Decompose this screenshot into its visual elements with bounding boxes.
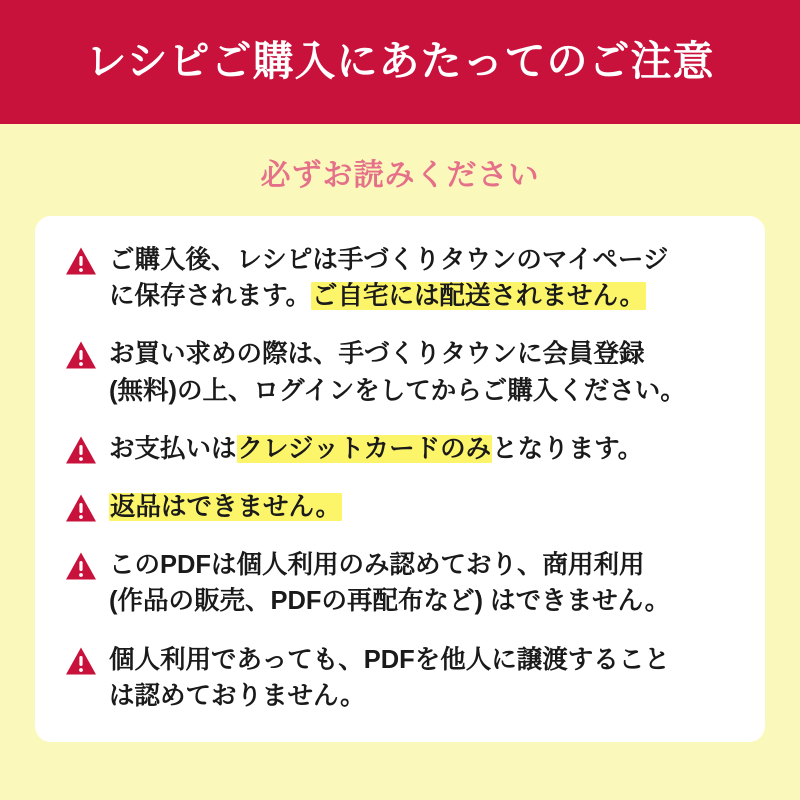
warning-triangle-icon [65,493,97,523]
warning-triangle-icon [65,435,97,465]
notice-mypage-storage [109,242,668,314]
header-band [0,0,800,124]
notice-no-transfer [109,642,670,714]
notice-text-segment: ご購入後、レシピは手づくりタウンのマイページ [109,246,669,274]
notice-card [35,216,765,742]
warning-triangle-icon [65,246,97,276]
notice-no-returns [109,489,342,525]
notice-text-segment: に保存されます。 [109,282,311,311]
notice-text-segment: となります。 [492,434,644,463]
notice-text-segment: (作品の販売、PDFの再配布など) はできません。 [109,587,671,616]
highlighted-text: 返品はできません。 [110,493,342,522]
warning-triangle-icon [65,340,97,370]
highlighted-text: ご自宅には配送されません。 [311,282,645,311]
subtitle: 必ずお読みください [260,159,540,192]
notice-item [65,547,735,619]
notice-item [65,642,735,714]
notice-text-segment: (無料)の上、ログインをしてからご購入ください。 [109,376,686,405]
notice-item [65,489,735,525]
highlighted-text: クレジットカードのみ [237,434,492,463]
notice-text-segment: 個人利用であっても、PDFを他人に譲渡すること [109,645,670,674]
notice-item [65,431,735,467]
warning-triangle-icon [65,551,97,581]
warning-triangle-icon [65,646,97,676]
notice-text-segment: このPDFは個人利用のみ認めており、商用利用 [109,551,645,580]
notice-text-segment: お買い求めの際は、手づくりタウンに会員登録 [109,340,645,369]
notice-item [65,336,735,408]
notice-item [65,242,735,314]
page-title: レシピご購入にあたってのご注意 [85,38,715,85]
notice-personal-use-only [109,547,670,619]
notice-text-segment: お支払いは [109,434,237,463]
notice-text-segment: は認めておりません。 [109,681,366,710]
notice-credit-card-only [109,431,643,467]
notice-member-registration [109,336,686,408]
